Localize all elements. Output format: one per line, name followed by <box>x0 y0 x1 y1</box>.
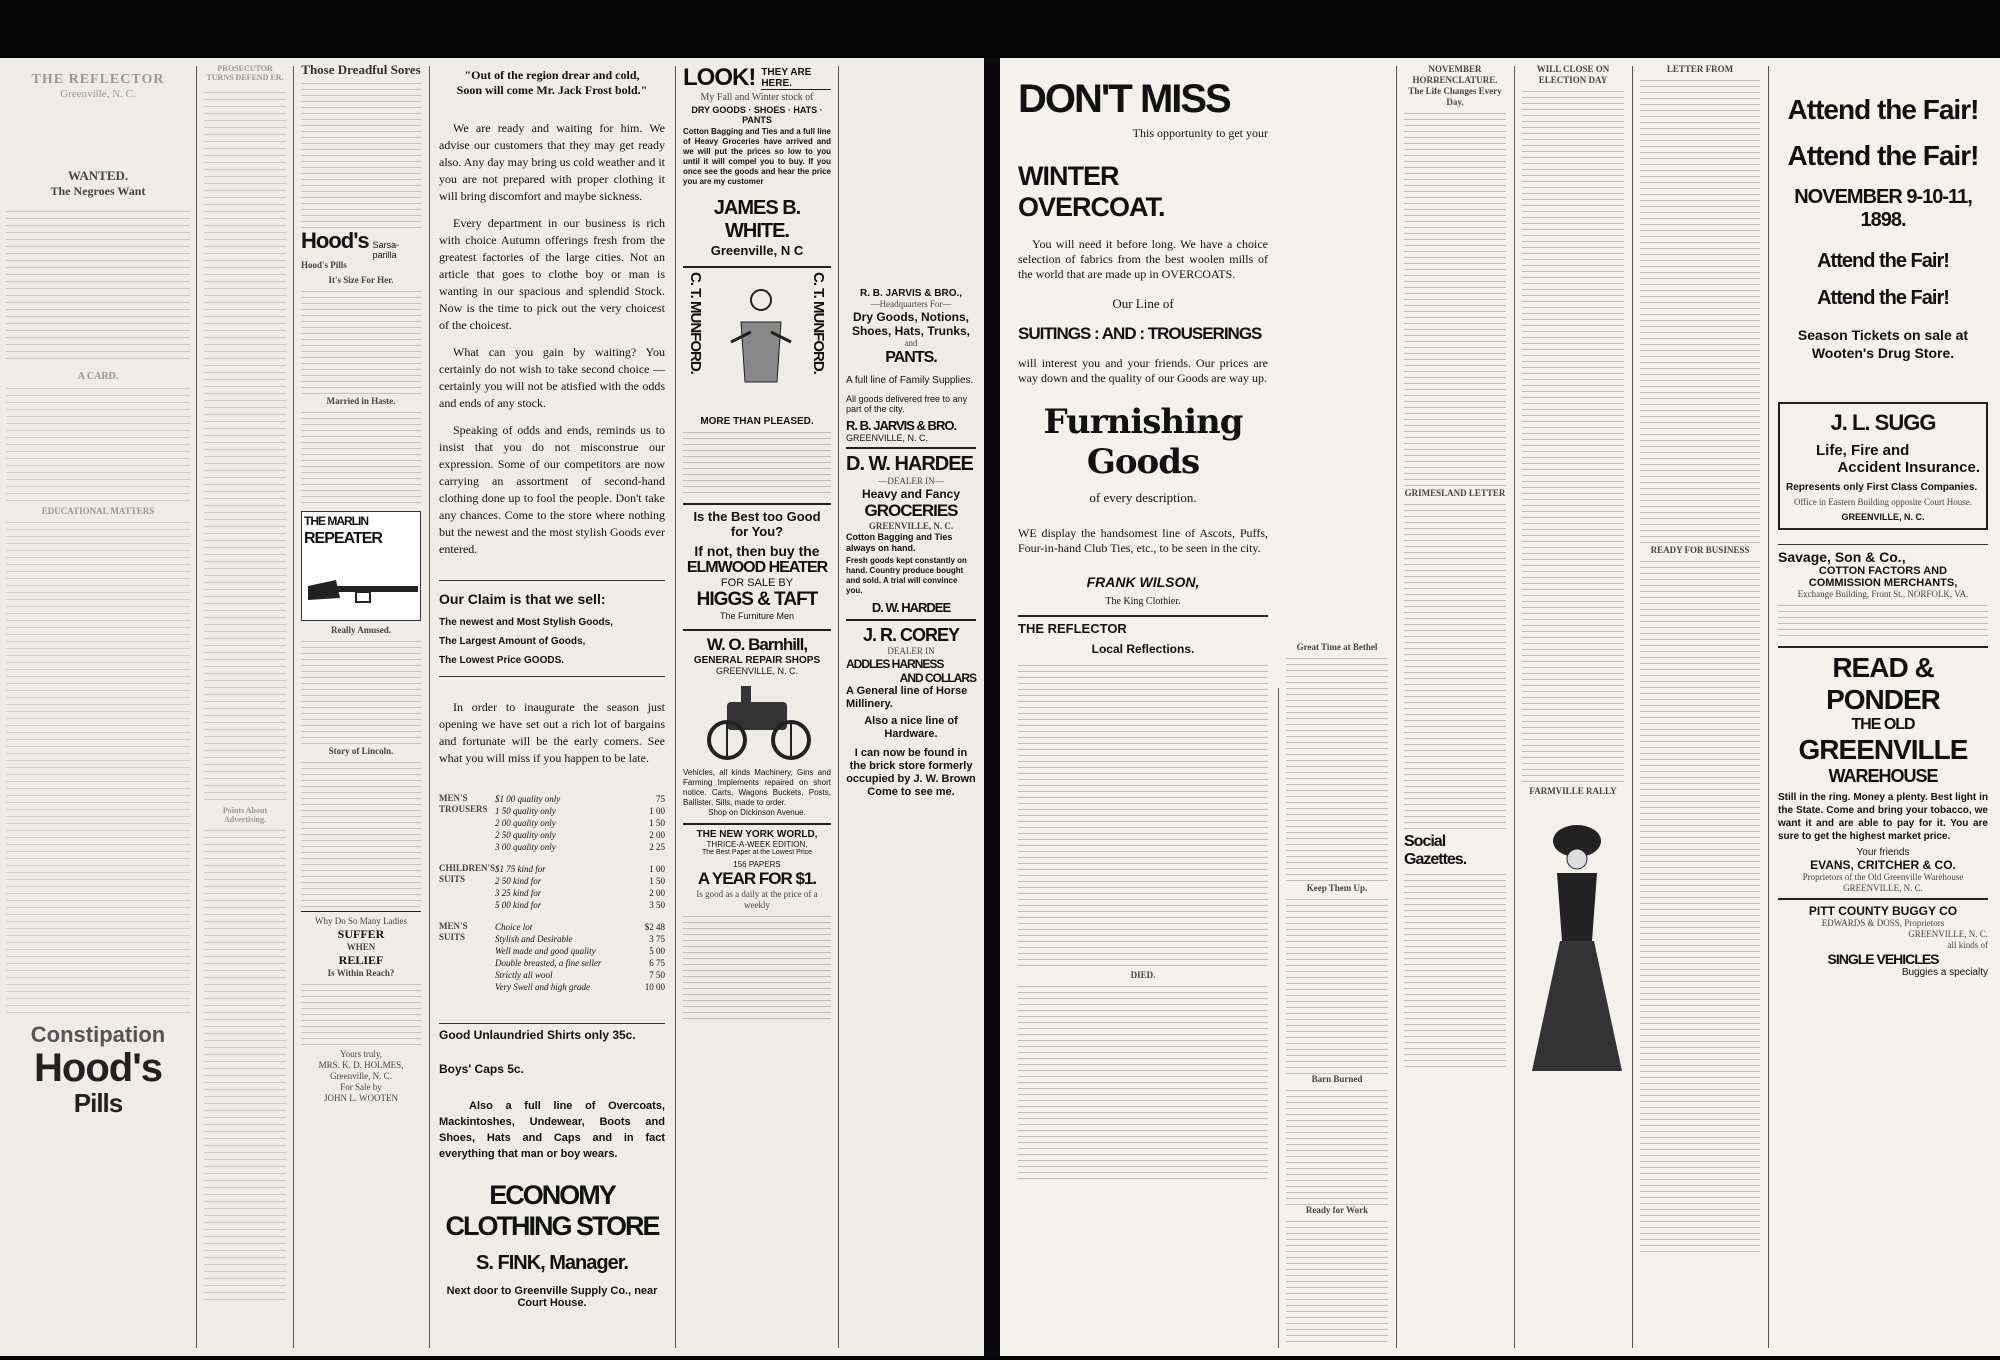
left-col-1 <box>0 58 196 1356</box>
ny-world-papers: 156 PAPERS <box>733 860 781 869</box>
buggy-prop: EDWARDS & DOSS, Proprietors <box>1821 918 1945 928</box>
munford-tag: MORE THAN PLEASED. <box>700 416 814 427</box>
price-label: Double breasted, a fine seller <box>495 958 602 968</box>
they-are-here: THEY ARE HERE. <box>761 67 831 90</box>
every-description: of every description. <box>1089 490 1197 505</box>
warehouse-body: Still in the ring. Money a plenty. Best light in the State. Come and bring your tobacco, we want it and are able to pay for it. You are sure to get the highest market price. <box>1778 792 1988 842</box>
barnhill-shops: GENERAL REPAIR SHOPS <box>693 655 821 666</box>
price-value: 1 00 <box>649 806 665 816</box>
king-clothier: The King Clothier. <box>1105 596 1181 607</box>
hardee-dealer: —DEALER IN— <box>878 476 944 486</box>
ready-work-head: Ready for Work <box>1305 1205 1369 1215</box>
munford-name-right: C. T. MUNFORD. <box>810 272 827 374</box>
hoods-constipation: Constipation <box>30 1022 166 1047</box>
price-label: 3 00 quality only <box>495 842 556 852</box>
died-head: DIED. <box>1130 970 1156 980</box>
trousers-price-list <box>495 793 665 853</box>
price-value: 7 50 <box>649 970 665 980</box>
best-question: Is the Best too Good for You? <box>683 503 831 539</box>
claim-2: The Largest Amount of Goods, <box>439 636 586 647</box>
right-col-6 <box>1770 58 1996 1356</box>
price-value: 2 00 <box>649 830 665 840</box>
price-row <box>495 899 665 911</box>
price-value: 1 00 <box>649 864 665 874</box>
claim-3: The Lowest Price GOODS. <box>439 655 565 666</box>
left-col-3 <box>295 58 427 1356</box>
savage-2: COMMISSION MERCHANTS, <box>1808 577 1958 589</box>
keep-head: Keep Them Up. <box>1306 883 1368 893</box>
white-place: Greenville, N C <box>710 243 804 258</box>
price-row <box>495 841 665 853</box>
price-row <box>495 805 665 817</box>
price-label: Strictly all wool <box>495 970 553 980</box>
poem-line-2: Soon will come Mr. Jack Frost bold." <box>456 83 648 97</box>
price-value: 75 <box>656 794 665 804</box>
childrens-suits-label: CHILDREN'S SUITS <box>439 863 496 884</box>
greenville-word: GREENVILLE <box>1798 734 1968 765</box>
left-col-5 <box>677 58 837 1356</box>
corey-found: I can now be found in the brick store formerly occupied by J. W. Brown Come to see me. <box>846 747 976 798</box>
educational-head: EDUCATIONAL MATTERS <box>41 506 155 516</box>
sugg-accident: Accident Insurance. <box>1837 459 1980 476</box>
price-value: 5 00 <box>649 946 665 956</box>
ready-business-head: READY FOR BUSINESS <box>1650 545 1750 555</box>
need-para: You will need it before long. We have a choice selection of fabrics from the best woolen mills of the world that are made up in OVERCOATS. <box>1018 237 1268 281</box>
corey-and: AND COLLARS <box>899 671 976 685</box>
right-col-4 <box>1516 58 1630 1356</box>
barn-head: Barn Burned <box>1311 1074 1363 1084</box>
marlin-top: THE MARLIN <box>304 514 368 528</box>
jarvis-pants: PANTS. <box>885 349 937 366</box>
for-sale-by: FOR SALE BY <box>720 577 794 589</box>
price-value: 3 50 <box>649 900 665 910</box>
price-value: $2 48 <box>644 922 665 932</box>
price-row <box>495 933 665 945</box>
warehouse-place: GREENVILLE, N. C. <box>1843 883 1923 893</box>
hardee-name: D. W. HARDEE <box>846 453 973 475</box>
price-label: $1 75 kind for <box>495 864 546 874</box>
fair-dates: NOVEMBER 9-10-11, 1898. <box>1794 186 1972 231</box>
para-department: Every department in our business is rich with choice Autumn offerings fresh from the greatest factories of the large cities. Not an article that goes to clothe boy or man is wanting in our spacious and splendid Stock. Now is the time to pick out the very choicest of the choicest. <box>439 216 665 332</box>
sugg-office: Office in Eastern Building opposite Court House. <box>1793 497 1973 507</box>
price-value: 1 50 <box>649 818 665 828</box>
barnhill-place: GREENVILLE, N. C. <box>715 666 799 676</box>
jarvis-name: R. B. JARVIS & BRO., <box>859 288 963 299</box>
opportunity-line: This opportunity to get your <box>1132 126 1268 140</box>
elmwood-heater: ELMWOOD HEATER <box>686 559 828 576</box>
sugg-box <box>1778 402 1988 530</box>
price-row <box>495 921 665 933</box>
price-label: 1 50 quality only <box>495 806 556 816</box>
price-label: Choice lot <box>495 922 533 932</box>
corey-dealer: DEALER IN <box>887 646 935 656</box>
price-value: 6 75 <box>649 958 665 968</box>
barnhill-shop-address: Shop on Dickinson Avenue. <box>708 808 806 817</box>
wanted-sub: The Negroes Want <box>50 184 146 198</box>
jarvis-line: A full line of Family Supplies. <box>846 375 974 386</box>
buggy-kinds: all kinds of <box>1947 940 1988 950</box>
left-col-2 <box>198 58 292 1356</box>
price-row <box>495 969 665 981</box>
dont-miss: DON'T MISS <box>1018 77 1230 121</box>
ny-world-year: A YEAR FOR $1. <box>697 869 817 888</box>
suffer-intro: Why Do So Many Ladies <box>315 916 407 926</box>
price-value: 2 25 <box>649 842 665 852</box>
price-row <box>495 981 665 993</box>
para-odds: Speaking of odds and ends, reminds us to insist that you do not misconstrue our expression. Some of our competitors are now carrying an assortment of second-hand clothing done up to fool the people. Don't take any chances. Come to the store where nothing but the newest and the most stylish Goods ever entered. <box>439 423 665 556</box>
corey-also: Also a nice line of Hardware. <box>864 715 958 740</box>
poem-line-1: "Out of the region drear and cold, <box>464 68 640 82</box>
barnhill-vehicles: Vehicles, all kinds Machinery, Gins and Farming Implements repaired on short notice. Carts, Wagons Buckets, Posts, Ballister, Sills, made to order. <box>683 768 831 807</box>
size-head: It's Size For Her. <box>328 275 394 285</box>
suffer-seller: JOHN L. WOOTEN <box>323 1093 399 1103</box>
sugg-name: J. L. SUGG <box>1830 410 1936 435</box>
frank-wilson-ad <box>1010 58 1276 1356</box>
price-row <box>495 887 665 899</box>
munford-name-left: C. T. MUNFORD. <box>687 272 704 374</box>
fair-4: Attend the Fair! <box>1817 287 1949 309</box>
hardee-heavy: Heavy and Fancy <box>861 487 961 501</box>
horrenclature-head: NOVEMBER HORRENCLATURE. <box>1412 64 1498 85</box>
price-label: 2 50 kind for <box>495 876 542 886</box>
warehouse-friends: Your friends <box>1856 847 1910 858</box>
woman-illustration-icon <box>1522 801 1630 1091</box>
right-col-2 <box>1280 58 1394 1356</box>
farmville-head: FARMVILLE RALLY <box>1529 786 1617 796</box>
price-row <box>495 863 665 875</box>
marlin-ad <box>301 511 421 621</box>
claim-box <box>439 580 665 677</box>
warehouse-prop: Proprietors of the Old Greenville Warehouse <box>1802 872 1964 882</box>
higgs-taft: HIGGS & TAFT <box>696 589 818 610</box>
warehouse-word: WAREHOUSE <box>1828 766 1938 786</box>
election-head: WILL CLOSE ON ELECTION DAY <box>1536 64 1610 85</box>
white-name: JAMES B. WHITE. <box>713 197 801 242</box>
letter-head: LETTER FROM <box>1666 64 1734 74</box>
furnishing-goods: Furnishing Goods <box>1043 402 1243 482</box>
left-page <box>0 58 984 1356</box>
amused-head: Really Amused. <box>330 625 391 635</box>
grimesland-head: GRIMESLAND LETTER <box>1404 488 1506 498</box>
store-address: Next door to Greenville Supply Co., near Court House. <box>446 1285 658 1309</box>
if-not: If not, then buy the <box>694 543 820 559</box>
stock-rest: Cotton Bagging and Ties and a full line of Heavy Groceries have arrived and we will put the prices so low to you until it will compel you to buy. If you once see the goods and hear the price you are my customer <box>683 127 831 186</box>
mens-trousers-label: MEN'S TROUSERS <box>439 793 488 814</box>
savage-name: Savage, Son & Co., <box>1778 549 1906 565</box>
munford-ad <box>683 266 831 416</box>
buggy-place: GREENVILLE, N. C. <box>1908 929 1988 939</box>
suffer-sale: For Sale by <box>340 1082 382 1092</box>
fair-2: Attend the Fair! <box>1787 140 1979 171</box>
left-col-6 <box>840 58 982 1356</box>
furniture-men: The Furniture Men <box>719 611 795 621</box>
prosecutor-head: PROSECUTOR TURNS DEFEND ER. <box>206 64 284 82</box>
claim-1: The newest and Most Stylish Goods, <box>439 617 613 628</box>
married-head: Married in Haste. <box>326 396 396 406</box>
price-row <box>495 817 665 829</box>
hoods-word-col3: Hood's <box>301 228 369 253</box>
masthead: THE REFLECTOR <box>31 72 165 87</box>
suffer-head: SUFFER <box>337 927 385 941</box>
hoods-pills-left: Pills <box>73 1088 123 1118</box>
card-head: A CARD. <box>77 371 119 382</box>
price-row <box>495 875 665 887</box>
price-label: 3 25 kind for <box>495 888 542 898</box>
look-head: LOOK! <box>683 64 756 91</box>
stock-line: My Fall and Winter stock of <box>700 92 814 103</box>
goods-line: DRY GOODS · SHOES · HATS · PANTS <box>691 105 823 125</box>
right-col-5 <box>1634 58 1766 1356</box>
para-gain: What can you gain by waiting? You certainly do not wish to take second choice —certainly you will not be atisfied with the odds and ends of any stock. <box>439 345 665 410</box>
mens-suits-price-list <box>495 921 665 993</box>
sugg-rep: Represents only First Class Companies. <box>1786 482 1978 493</box>
price-row <box>495 829 665 841</box>
suffer-sign2: MRS. K. D. HOLMES, <box>318 1060 404 1070</box>
jarvis-goods: Dry Goods, Notions, Shoes, Hats, Trunks, <box>851 310 971 338</box>
price-label: 2 50 quality only <box>495 830 556 840</box>
store-name: ECONOMY CLOTHING STORE <box>445 1180 659 1241</box>
jarvis-and: and <box>904 338 918 348</box>
hardee-groceries: GROCERIES <box>864 501 958 520</box>
price-value: 2 00 <box>649 888 665 898</box>
caps-line: Boys' Caps 5c. <box>439 1062 524 1076</box>
hoods-pills-col3: Hood's Pills <box>301 260 347 270</box>
jarvis-place: GREENVILLE, N. C. <box>846 433 929 443</box>
advertising-head: Points About Advertising. <box>222 806 268 824</box>
suitings-trouserings: SUITINGS : AND : TROUSERINGS <box>1018 324 1262 343</box>
hoods-word-left: Hood's <box>34 1046 162 1090</box>
savage-1: COTTON FACTORS AND <box>1818 565 1948 577</box>
suffer-when: WHEN <box>346 942 376 952</box>
price-value: 10 00 <box>644 982 665 992</box>
suffer-sign3: Greenville, N. C. <box>330 1071 392 1081</box>
price-label: Stylish and Desirable <box>495 934 573 944</box>
suffer-reach: Is Within Reach? <box>327 968 395 978</box>
para-ready: We are ready and waiting for him. We advise our customers that they may get ready also. Any day may bring us cold weather and it you are not prepared with proper clothing it will bring discomfort and maybe sickness. <box>439 121 665 203</box>
hardee-place: GREENVILLE, N. C. <box>868 521 954 531</box>
read-ponder: READ & PONDER <box>1826 652 1940 715</box>
price-value: 3 75 <box>649 934 665 944</box>
price-row <box>495 945 665 957</box>
hardee-cotton: Cotton Bagging and Ties always on hand. <box>846 532 953 553</box>
buggy-name: PITT COUNTY BUGGY CO <box>1808 904 1958 918</box>
hoods-sarsaparilla: Sarsa-parilla <box>372 240 400 260</box>
childrens-price-list <box>495 863 665 911</box>
price-value: 1 50 <box>649 876 665 886</box>
store-manager: S. FINK, Manager. <box>476 1252 628 1274</box>
corey-goods: ADDLES HARNESS <box>846 657 944 671</box>
line-of: Our Line of <box>1112 296 1174 311</box>
display-para: WE display the handsomest line of Ascots, Puffs, Four-in-hand Club Ties, etc., to be seen in the city. <box>1018 526 1268 555</box>
local-reflections: Local Reflections. <box>1091 642 1195 656</box>
great-time-head: Great Time at Bethel <box>1296 642 1378 652</box>
price-label: 5 00 kind for <box>495 900 542 910</box>
season-tickets: Season Tickets on sale at Wooten's Drug Store. <box>1797 327 1969 361</box>
also-line: Also a full line of Overcoats, Mackintoshes, Undewear, Boots and Shoes, Hats and Caps and in fact everything that man or boy wears. <box>439 1100 665 1160</box>
claim-head: Our Claim is that we sell: <box>439 591 606 607</box>
mens-suits-label: MEN'S SUITS <box>439 921 468 942</box>
reflector-head: THE REFLECTOR <box>1018 621 1127 636</box>
hardee-sign: D. W. HARDEE <box>871 600 951 615</box>
ny-world-edition: THRICE-A-WEEK EDITION, <box>706 840 808 849</box>
buggy-vehicles: SINGLE VEHICLES <box>1827 951 1939 967</box>
jarvis-sign: R. B. JARVIS & BRO. <box>846 418 957 433</box>
fair-1: Attend the Fair! <box>1787 94 1979 125</box>
steam-engine-icon <box>687 682 827 762</box>
price-label: $1 00 quality only <box>495 794 561 804</box>
winter-overcoat: WINTER OVERCOAT. <box>1018 161 1165 222</box>
man-illustration-icon <box>721 282 801 392</box>
lincoln-head: Story of Lincoln. <box>328 746 394 756</box>
jarvis-hq: —Headquarters For— <box>870 299 952 309</box>
ny-world-best: The Best Paper at the Lowest Price <box>701 849 813 856</box>
sugg-place: GREENVILLE, N. C. <box>1841 512 1925 522</box>
right-col-3 <box>1398 58 1512 1356</box>
warehouse-sign: EVANS, CRITCHER & CO. <box>1810 858 1956 872</box>
buggy-spec: Buggies a specialty <box>1901 967 1988 978</box>
corey-name: J. R. COREY <box>862 625 960 645</box>
marlin-word: REPEATER <box>304 530 382 547</box>
interest-para: will interest you and your friends. Our prices are way down and the quality of our Goods are way up. <box>1018 356 1268 385</box>
right-page <box>1000 58 2000 1356</box>
sores-head: Those Dreadful Sores <box>301 62 421 77</box>
corey-full: A General line of Horse Millinery. <box>846 685 968 710</box>
barnhill-name: W. O. Barnhill, <box>706 635 808 654</box>
price-label: 2 00 quality only <box>495 818 556 828</box>
page-gutter <box>984 58 1000 1356</box>
para-inaugurate: In order to inaugurate the season just opening we have set out a rich lot of bargains and fortunate will be the early comers. See what you will miss if you happen to be late. <box>439 700 665 765</box>
economy-clothing-ad <box>431 58 673 1356</box>
suffer-sign1: Yours truly, <box>339 1049 382 1059</box>
frank-wilson-name: FRANK WILSON, <box>1086 574 1200 590</box>
jarvis-deliver: All goods delivered free to any part of the city. <box>846 394 968 414</box>
social-gazettes: Social Gazettes. <box>1404 833 1467 868</box>
savage-3: Exchange Building, Front St., NORFOLK, VA. <box>1797 589 1969 599</box>
sugg-life: Life, Fire and <box>1816 442 1910 459</box>
price-row <box>495 957 665 969</box>
horrenclature-sub: The Life Changes Every Day. <box>1408 86 1502 107</box>
the-old: THE OLD <box>1851 716 1915 733</box>
price-label: Very Swell and high grade <box>495 982 590 992</box>
suffer-relief: RELIEF <box>338 953 384 967</box>
price-label: Well made and good quality <box>495 946 596 956</box>
ny-world-head: THE NEW YORK WORLD, <box>696 829 818 840</box>
fair-3: Attend the Fair! <box>1817 250 1949 272</box>
rifle-icon <box>306 556 426 616</box>
ny-world-body: Is good as a daily at the price of a weekly <box>696 889 818 910</box>
shirts-line: Good Unlaundried Shirts only 35c. <box>439 1023 665 1042</box>
price-row <box>495 793 665 805</box>
wanted-head: WANTED. <box>67 168 129 183</box>
hardee-fresh: Fresh goods kept constantly on hand. Country produce bought and sold. A trial will convince you. <box>846 556 967 595</box>
masthead-place: Greenville, N. C. <box>60 88 136 100</box>
